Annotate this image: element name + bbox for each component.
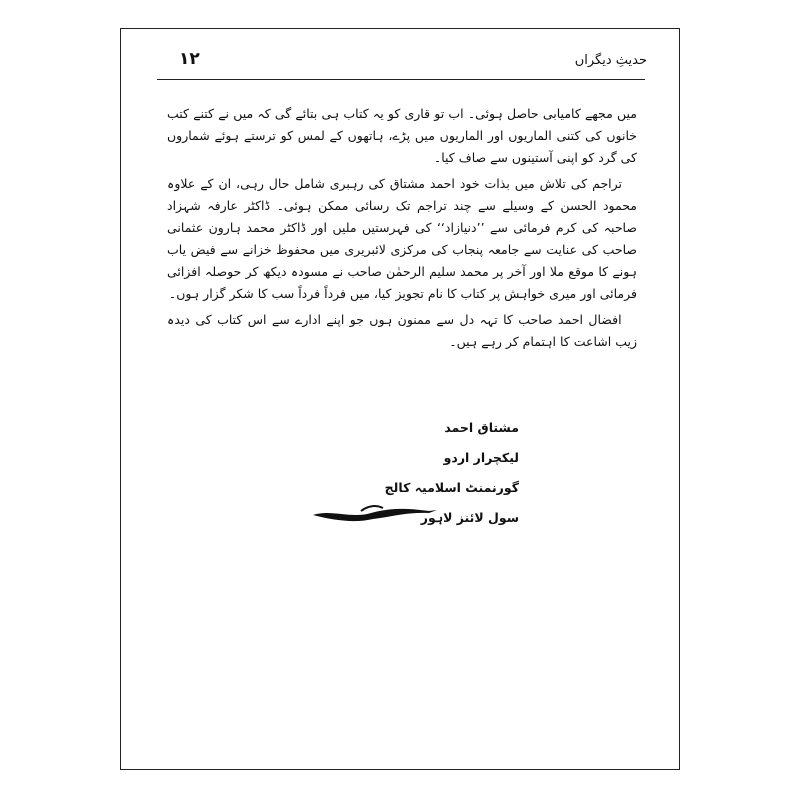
paragraph-2 <box>167 173 637 305</box>
signature-location: سول لائنز لاہور <box>420 510 519 525</box>
header-rule <box>157 79 645 80</box>
signature-institution: گورنمنٹ اسلامیہ کالج <box>384 480 519 495</box>
page-number: ۱۲ <box>179 49 200 69</box>
text-line: آستینوں سے صاف کیا۔ <box>433 150 553 165</box>
body-text <box>167 103 637 357</box>
text-line: مسودہ دیکھ کر حوصلہ افزائی فرمائی اور میری خواہش پر کتاب کا نام تجویز کیا، میں فرداً فرداً سب کا شکر <box>167 264 637 301</box>
running-head: حدیثِ دیگراں <box>574 53 647 68</box>
page-header <box>153 47 647 77</box>
text-line: محمود الحسن کے وسیلے سے چند تراجم تک رسائی ممکن ہوئی۔ ڈاکٹر عارفہ شہزاد صاحبہ کی کرم فرمائی سے <box>167 198 637 235</box>
text-line: تراجم کی تلاش میں بذات خود احمد مشتاق کی رہبری شامل حال رہی، ان کے علاوہ <box>167 176 623 191</box>
text-line: لائبریری میں محفوظ خزانے سے فیض یاب ہونے کا موقع ملا اور آخر پر محمد سلیم الرحمٰن صاحب نے <box>167 242 637 279</box>
text-line: کی کتنی الماریوں اور الماریوں میں پڑے، ہاتھوں کے لمس کو ترستے ہوئے شماروں کی گرد کو اپنی <box>167 128 637 165</box>
text-line: میں مجھے کامیابی حاصل ہوئی۔ اب تو قاری کو یہ کتاب ہی بتائے گی کہ میں نے کتنے کتب خانوں <box>167 106 637 143</box>
text-line: زیب اشاعت کا اہتمام کر رہے ہیں۔ <box>449 334 637 349</box>
decorative-flourish <box>311 499 441 529</box>
signature-title: لیکچرار اردو <box>443 450 519 465</box>
book-page <box>120 28 680 770</box>
text-line: افضال احمد صاحب کا تہہ دل سے ممنون ہوں جو اپنے ادارے سے اس کتاب کی دیدہ <box>167 312 622 327</box>
text-line: ’’دنیازاد‘‘ کی فہرستیں ملیں اور ڈاکٹر محمد ہارون عثمانی صاحب کی عنایت سے جامعہ پنجاب کی مرکزی <box>167 220 637 257</box>
paragraph-3 <box>167 309 637 353</box>
text-line: گزار ہوں۔ <box>168 286 226 301</box>
signature-name: مشتاق احمد <box>444 420 519 435</box>
paragraph-1 <box>167 103 637 169</box>
